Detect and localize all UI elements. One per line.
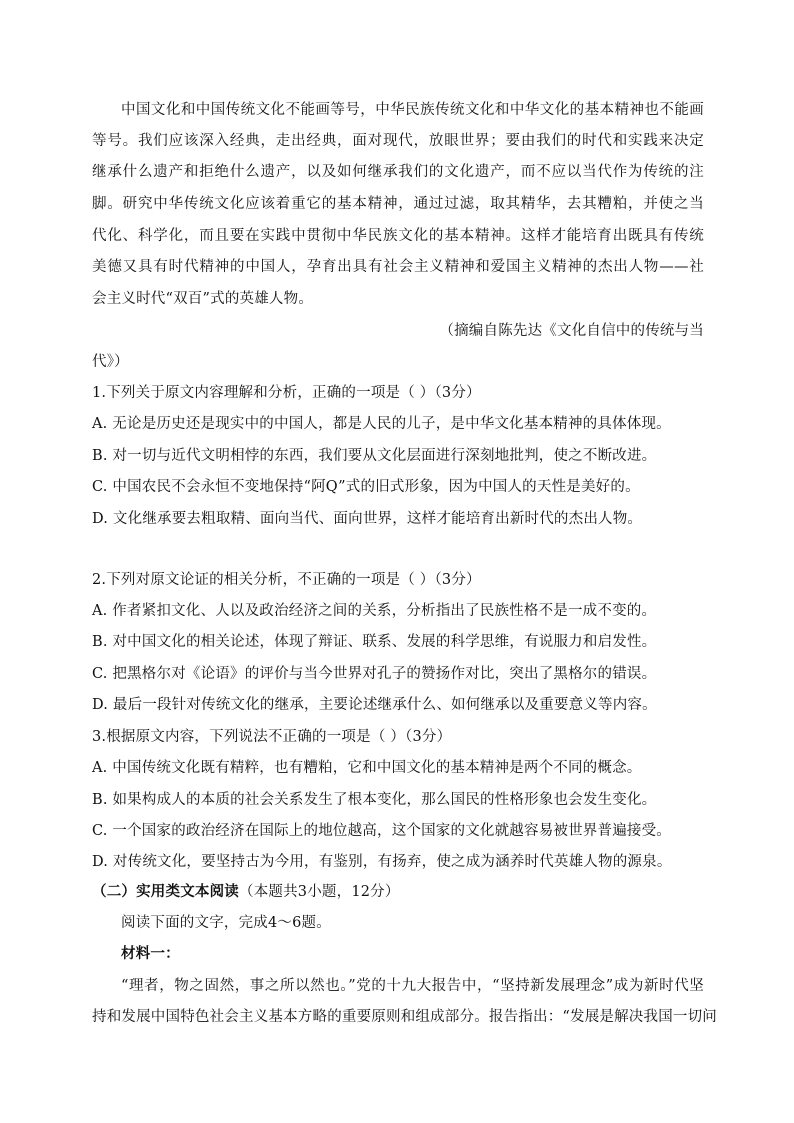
source-citation-cont: 代》） [92,354,129,370]
material-line: 持和发展中国特色社会主义基本方略的重要原则和组成部分。报告指出：“发展是解决我国一切问 [92,1009,718,1025]
section-heading-rest: （本题共3小题，12分） [239,884,400,900]
option-a: A. 中国传统文化既有精粹，也有糟粕，它和中国文化的基本精神是两个不同的概念。 [92,760,642,776]
option-a: A. 作者紧扣文化、人以及政治经济之间的关系，分析指出了民族性格不是一成不变的。 [92,603,657,619]
passage-line: 代化、科学化，而且要在实践中贯彻中华民族文化的基本精神。这样才能培育出既具有传统 [92,228,704,244]
material-line: “理者，物之固然，事之所以然也。”党的十九大报告中，“坚持新发展理念”成为新时代坚 [121,978,704,994]
passage-line: 会主义时代“双百”式的英雄人物。 [92,291,314,307]
option-a: A. 无论是历史还是现实中的中国人，都是人民的儿子，是中华文化基本精神的具体体现。 [92,416,671,432]
source-citation: （摘编自陈先达《文化自信中的传统与当 [439,323,704,339]
option-d: D. 对传统文化，要坚持古为今用，有鉴别，有扬弃，使之成为涵养时代英雄人物的源泉。 [92,854,672,870]
passage-line: 继承什么遗产和拒绝什么遗产，以及如何继承我们的文化遗产，而不应以当代作为传统的注 [92,164,704,180]
option-c: C. 把黑格尔对《论语》的评价与当今世界对孔子的赞扬作对比，突出了黑格尔的错误。 [92,666,657,682]
option-d: D. 最后一段针对传统文化的继承，主要论述继承什么、如何继承以及重要意义等内容。 [92,697,657,713]
passage-line: 美德又具有时代精神的中国人，孕育出具有社会主义精神和爱国主义精神的杰出人物——社 [92,259,704,275]
section-heading [92,882,400,902]
passage-line: 中国文化和中国传统文化不能画等号，中华民族传统文化和中华文化的基本精神也不能画 [121,102,704,118]
question-stem: 3.根据原文内容，下列说法不正确的一项是（ ）（3分） [92,729,452,745]
option-c: C. 一个国家的政治经济在国际上的地位越高，这个国家的文化就越容易被世界普遍接受。 [92,823,671,839]
passage-line: 等号。我们应该深入经典，走出经典，面对现代，放眼世界；要由我们的时代和实践来决定 [92,133,704,149]
section-heading-bold: （二）实用类文本阅读 [92,883,239,900]
option-b: B. 对中国文化的相关论述，体现了辩证、联系、发展的科学思维，有说服力和启发性。 [92,634,657,650]
question-stem: 1.下列关于原文内容理解和分析，正确的一项是（ ）（3分） [92,385,481,401]
option-b: B. 如果构成人的本质的社会关系发生了根本变化，那么国民的性格形象也会发生变化。 [92,792,657,808]
passage-line: 脚。研究中华传统文化应该着重它的基本精神，通过过滤，取其精华，去其糟粕，并使之当 [92,196,704,212]
material-label: 材料一： [121,945,180,962]
instruction-text: 阅读下面的文字，完成4～6题。 [121,915,331,931]
option-b: B. 对一切与近代文明相悖的东西，我们要从文化层面进行深刻地批判，使之不断改进。 [92,448,657,464]
question-stem: 2.下列对原文论证的相关分析，不正确的一项是（ ）（3分） [92,572,481,588]
option-d: D. 文化继承要去粗取精、面向当代、面向世界，这样才能培育出新时代的杰出人物。 [92,511,643,527]
option-c: C. 中国农民不会永恒不变地保持“阿Q”式的旧式形象，因为中国人的天性是美好的。 [92,479,640,495]
